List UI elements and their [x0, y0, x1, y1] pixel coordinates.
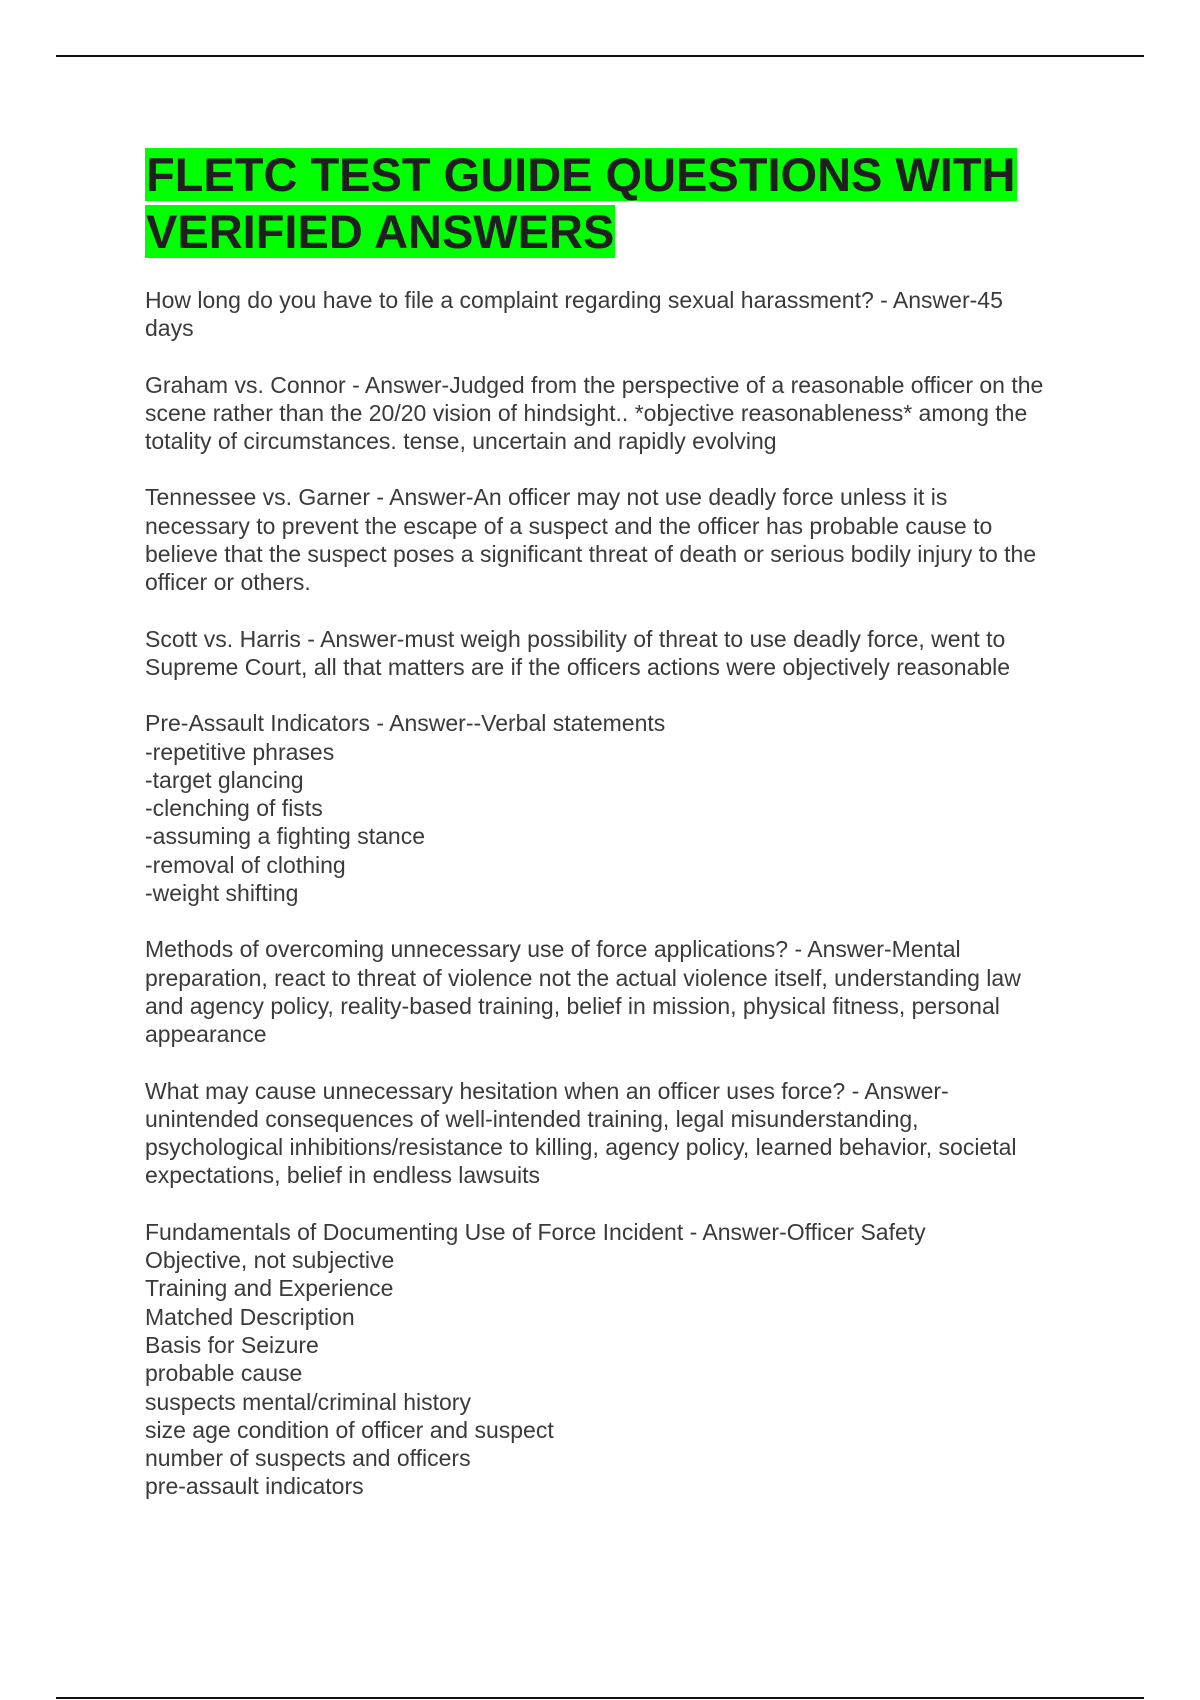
- top-divider: [56, 55, 1144, 57]
- bottom-divider: [56, 1697, 1144, 1699]
- document-title: [145, 146, 1055, 260]
- qa-entry-pre-assault: Pre-Assault Indicators - Answer--Verbal statements -repetitive phrases -target glancing -clenching of fists -assuming a fighting stance -removal of clothing -weight shifting: [145, 710, 666, 907]
- qa-entry-graham-connor: Graham vs. Connor - Answer-Judged from the perspective of a reasonable officer on the scene rather than the 20/20 vision of hindsight.. *objective reasonableness* among the totality of circumstances. tense, uncertain and rapidly evolving: [145, 371, 1050, 455]
- qa-entry-harassment: How long do you have to file a complaint regarding sexual harassment? - Answer-45 days: [145, 287, 1010, 342]
- qa-entry-overcoming-force: Methods of overcoming unnecessary use of force applications? - Answer-Mental preparation, react to threat of violence not the actual violence itself, understanding law and agency policy, reality-based training, belief in mission, physical fitness, personal appearance: [145, 936, 1028, 1048]
- document-body: [145, 146, 1055, 1529]
- qa-entry-hesitation: What may cause unnecessary hesitation when an officer uses force? - Answer-unintended consequences of well-intended training, legal misunderstanding, psychological inhibitions/resistance to killing, agency policy, learned behavior, societal expectations, belief in endless lawsuits: [145, 1077, 1023, 1189]
- title-line-2: VERIFIED ANSWERS: [146, 205, 615, 258]
- qa-entry-scott-harris: Scott vs. Harris - Answer-must weigh possibility of threat to use deadly force, went to Supreme Court, all that matters are if the officers actions were objectively reasonable: [145, 625, 1012, 680]
- qa-entry-tennessee-garner: Tennessee vs. Garner - Answer-An officer may not use deadly force unless it is necessary to prevent the escape of a suspect and the officer has probable cause to believe that the suspect poses a significant threat of death or serious bodily injury to the officer or others.: [145, 484, 1043, 596]
- qa-entry-documenting-force: Fundamentals of Documenting Use of Force Incident - Answer-Officer Safety Objective, not subjective Training and Experience Matched Description Basis for Seizure probable cause suspects mental/criminal history size age condition of officer and suspect number of suspects and officers pre-assault indicators: [145, 1218, 926, 1500]
- title-line-1: FLETC TEST GUIDE QUESTIONS WITH: [146, 148, 1016, 201]
